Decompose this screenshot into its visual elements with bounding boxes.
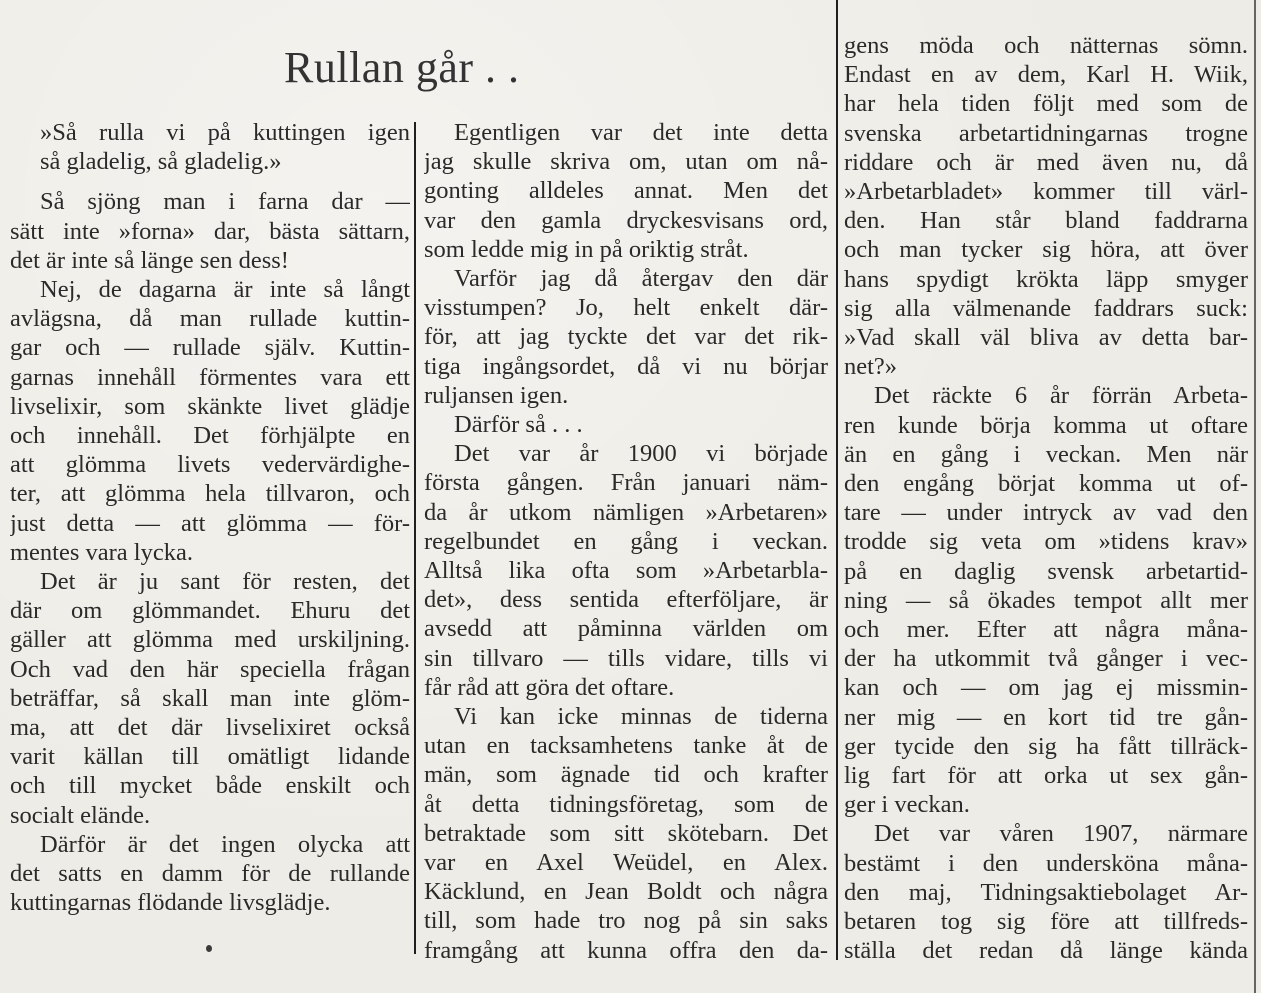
text-line: ger tycide den sig ha fått tillräck- <box>844 732 1248 760</box>
text-line: Det är ju sant för resten, det <box>40 568 410 596</box>
text-line: ma, att det där livselixiret också <box>10 714 410 742</box>
text-line: och man tycker sig höra, att över <box>844 236 1248 264</box>
text-line: »Så rulla vi på kuttingen igen <box>40 119 410 146</box>
text-line: gar och — rullade själv. Kuttin- <box>10 334 410 362</box>
text-line: där om glömmandet. Ehuru det <box>10 597 410 625</box>
text-line: net?» <box>844 353 898 381</box>
text-line: Därför så . . . <box>454 411 583 439</box>
text-line: betraktade som sitt skötebarn. Det <box>424 819 828 847</box>
text-line: utan en tacksamhetens tanke åt de <box>424 732 828 760</box>
text-line: svenska arbetartidningarnas trogne <box>844 119 1248 147</box>
text-line: att glömma livets vedervärdighe- <box>10 451 410 479</box>
article-headline: Rullan går . . <box>284 43 520 92</box>
text-line: var den gamla dryckesvisans ord, <box>424 206 828 234</box>
text-line: »Vad skall väl bliva av detta bar- <box>844 324 1248 352</box>
text-line: och mer. Efter att några måna- <box>844 616 1248 644</box>
text-line: det är inte så länge sen dess! <box>10 246 289 274</box>
text-line: var en Axel Weüdel, en Alex. <box>424 849 828 877</box>
text-line: mentes vara lycka. <box>10 538 193 566</box>
text-line: socialt elände. <box>10 801 151 829</box>
text-line: än en gång i veckan. Men när <box>844 440 1248 468</box>
text-line: avlägsna, då man rullade kuttin- <box>10 305 410 333</box>
text-line: beträffar, så skall man inte glöm- <box>10 684 410 712</box>
text-line: da år utkom nämligen »Arbetaren» <box>424 498 828 526</box>
text-line: Därför är det ingen olycka att <box>40 830 410 858</box>
text-line: har hela tiden följt med som de <box>844 90 1248 118</box>
text-line: Varför jag då återgav den där <box>454 265 828 293</box>
text-line: så gladelig, så gladelig.» <box>40 148 282 176</box>
text-line: ger i veckan. <box>844 791 970 819</box>
text-line: Det räckte 6 år förrän Arbeta- <box>874 382 1248 410</box>
column-rule-right <box>836 0 838 960</box>
text-line: sig alla välmenande faddrars suck: <box>844 294 1248 322</box>
text-line: ren kunde börja komma ut oftare <box>844 411 1248 439</box>
text-line: på en daglig svensk arbetartid- <box>844 557 1248 585</box>
text-line: Och vad den här speciella frågan <box>10 655 410 683</box>
text-line: visstumpen? Jo, helt enkelt där- <box>424 294 828 322</box>
text-line: till, som hade tro nog på sin saks <box>424 907 828 935</box>
text-line: regelbundet en gång i veckan. <box>424 527 828 555</box>
text-line: får råd att göra det oftare. <box>424 673 675 701</box>
text-line: Det var år 1900 vi började <box>454 440 828 468</box>
text-line: Käcklund, en Jean Boldt och några <box>424 878 828 906</box>
ink-speck <box>206 945 212 952</box>
text-line: Endast en av dem, Karl H. Wiik, <box>844 61 1248 89</box>
text-line: ning — så ökades tempot allt mer <box>844 586 1248 614</box>
article-column-1 <box>10 118 410 917</box>
text-line: trodde sig veta om »tidens krav» <box>844 528 1248 556</box>
text-line: tiga ingångsordet, då vi nu börjar <box>424 352 828 380</box>
text-line: der ha utkommit två gånger i vec- <box>844 645 1248 673</box>
text-line: gens möda och nätternas sömn. <box>844 32 1248 59</box>
text-line: Egentligen var det inte detta <box>454 119 828 146</box>
text-line: sätt inte »forna» dar, bästa sättarn, <box>10 217 410 245</box>
text-line: den engång börjat komma ut of- <box>844 470 1248 498</box>
text-line: kan och — om jag ej missmin- <box>844 674 1248 702</box>
text-line: tare — under intryck av vad den <box>844 499 1248 527</box>
text-line: hans spydigt krökta läpp smyger <box>844 265 1248 293</box>
article-column-3 <box>844 31 1248 966</box>
text-line: det satts en damm för de rullande <box>10 860 410 888</box>
text-line: lig fart för att orka ut sex gån- <box>844 762 1248 790</box>
text-line: riddare och är med även nu, då <box>844 148 1248 176</box>
text-line: Vi kan icke minnas de tiderna <box>454 703 828 731</box>
text-line: första gången. Från januari näm- <box>424 469 828 497</box>
text-line: ter, att glömma hela tillvaron, och <box>10 480 410 508</box>
text-line: åt detta tidningsföretag, som de <box>424 790 828 818</box>
text-line: den. Han står bland faddrarna <box>844 207 1248 235</box>
text-line: Alltså lika ofta som »Arbetarbla- <box>424 557 828 585</box>
text-line: varit källan till omätligt lidande <box>10 743 410 771</box>
text-line: avsedd att påminna världen om <box>424 615 828 643</box>
text-line: bestämt i den undersköna måna- <box>844 849 1248 877</box>
column-rule-left <box>414 122 416 954</box>
text-line: och innehåll. Det förhjälpte en <box>10 422 410 450</box>
text-line: just detta — att glömma — för- <box>10 509 410 537</box>
text-line: sin tillvaro — tills vidare, tills vi <box>424 644 828 672</box>
text-line: den maj, Tidningsaktiebolaget Ar- <box>844 878 1248 906</box>
text-line: och till mycket både enskilt och <box>10 772 410 800</box>
text-line: ner mig — en kort tid tre gån- <box>844 703 1248 731</box>
text-line: jag skulle skriva om, utan om nå- <box>424 148 828 176</box>
text-line: Så sjöng man i farna dar — <box>40 188 410 216</box>
text-line: män, som ägnade tid och krafter <box>424 761 828 789</box>
text-line: ställa det redan då länge kända <box>844 937 1248 965</box>
text-line: som ledde mig in på oriktig stråt. <box>424 235 749 263</box>
text-line: kuttingarnas flödande livsglädje. <box>10 889 331 917</box>
page-edge-rule <box>1254 0 1256 993</box>
text-line: framgång att kunna offra den da- <box>424 936 828 964</box>
article-column-2 <box>424 118 828 965</box>
text-line: betaren tog sig före att tillfreds- <box>844 908 1248 936</box>
text-line: livselixir, som skänkte livet glädje <box>10 392 410 420</box>
text-line: Nej, de dagarna är inte så långt <box>40 276 410 304</box>
text-line: ruljansen igen. <box>424 381 569 409</box>
text-line: gäller att glömma med urskiljning. <box>10 626 410 654</box>
text-line: för, att jag tyckte det var det rik- <box>424 323 828 351</box>
text-line: det», dess sentida efterföljare, är <box>424 586 828 614</box>
text-line: Det var våren 1907, närmare <box>874 820 1248 848</box>
text-line: »Arbetarbladet» kommer till värl- <box>844 178 1248 206</box>
text-line: gonting alldeles annat. Men det <box>424 177 828 205</box>
text-line: garnas innehåll förmentes vara ett <box>10 363 410 391</box>
